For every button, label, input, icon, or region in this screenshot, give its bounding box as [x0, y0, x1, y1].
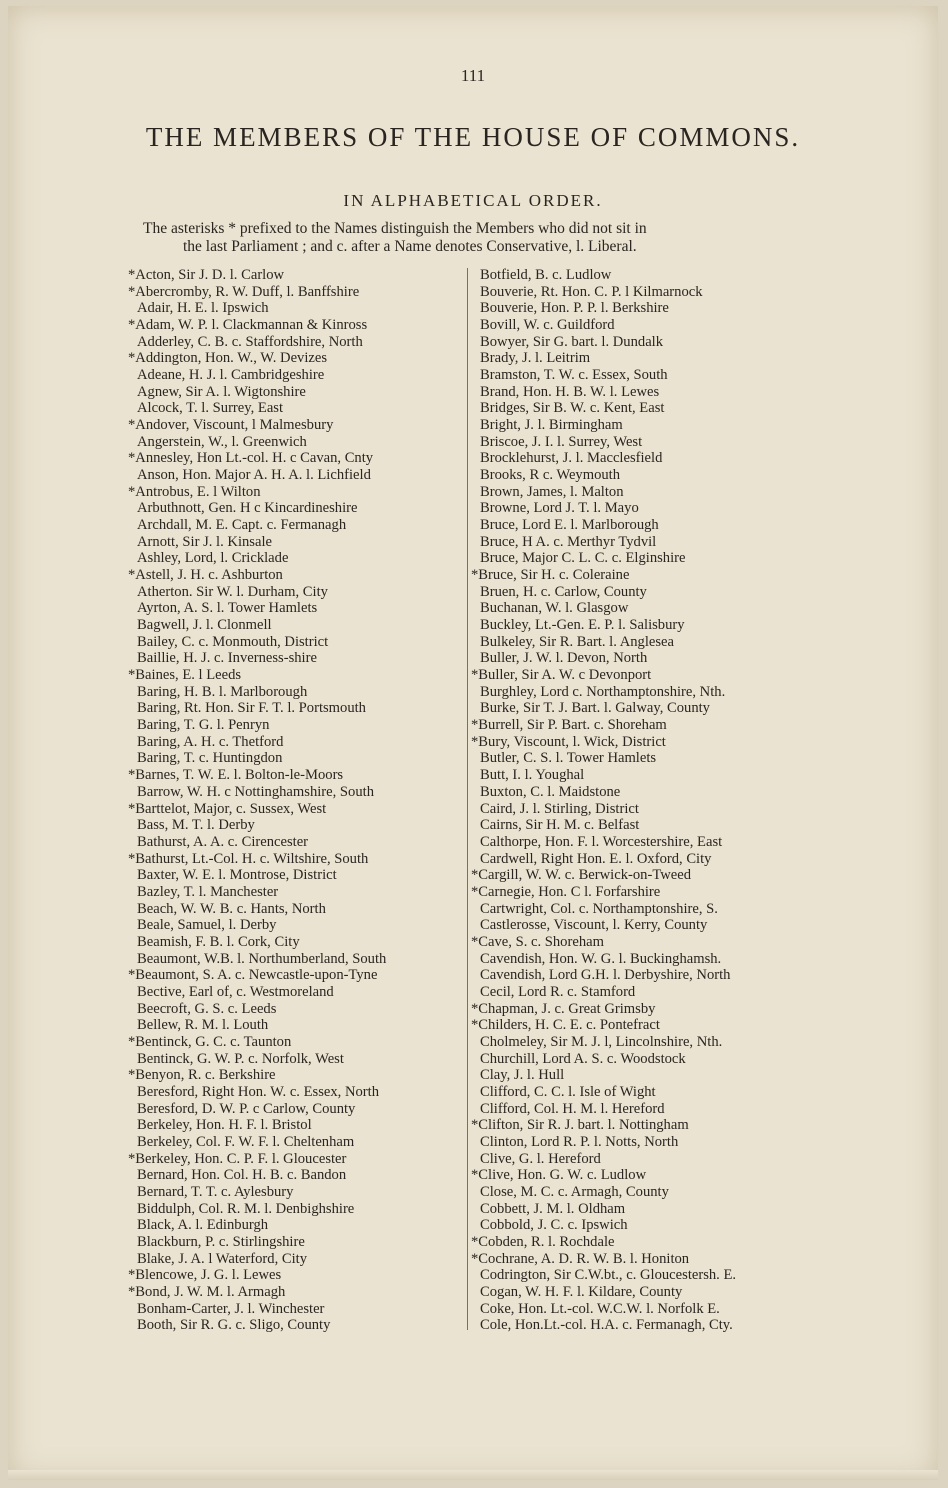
member-entry: Buxton, C. l. Maidstone	[480, 783, 621, 800]
member-entry: Cholmeley, Sir M. J. l, Lincolnshire, Nth.	[480, 1033, 723, 1050]
member-entry: *Berkeley, Hon. C. P. F. l. Gloucester	[128, 1150, 347, 1167]
member-entry: Booth, Sir R. G. c. Sligo, County	[137, 1317, 331, 1334]
member-entry: *Burrell, Sir P. Bart. c. Shoreham	[471, 717, 667, 734]
member-entry: Bellew, R. M. l. Louth	[137, 1017, 269, 1034]
member-entry: Butler, C. S. l. Tower Hamlets	[480, 750, 657, 767]
explanatory-note	[143, 220, 813, 256]
member-entry: Anson, Hon. Major A. H. A. l. Lichfield	[137, 467, 371, 484]
member-entry: Ayrton, A. S. l. Tower Hamlets	[137, 600, 318, 617]
member-entry: Baillie, H. J. c. Inverness-shire	[137, 650, 317, 667]
member-entry: Bernard, Hon. Col. H. B. c. Bandon	[137, 1167, 347, 1184]
member-entry: Bruce, Major C. L. C. c. Elginshire	[480, 550, 686, 567]
member-entry: *Baines, E. l Leeds	[128, 667, 242, 684]
member-entry: Barrow, W. H. c Nottinghamshire, South	[137, 783, 374, 800]
member-entry: Bentinck, G. W. P. c. Norfolk, West	[137, 1050, 344, 1067]
member-entry: Blackburn, P. c. Stirlingshire	[137, 1233, 305, 1250]
member-entry: Bowyer, Sir G. bart. l. Dundalk	[480, 333, 664, 350]
member-entry: Cobbold, J. C. c. Ipswich	[480, 1217, 628, 1234]
member-entry: Buckley, Lt.-Gen. E. P. l. Salisbury	[480, 617, 685, 634]
member-entry: *Carnegie, Hon. C l. Forfarshire	[471, 883, 661, 900]
member-entry: Baring, T. G. l. Penryn	[137, 717, 270, 734]
member-entry: Burke, Sir T. J. Bart. l. Galway, County	[480, 700, 710, 717]
member-entry: Bright, J. l. Birmingham	[480, 417, 623, 434]
member-entry: Buller, J. W. l. Devon, North	[480, 650, 648, 667]
member-entry: *Clifton, Sir R. J. bart. l. Nottingham	[471, 1117, 689, 1134]
member-entry: Bouverie, Hon. P. P. l. Berkshire	[480, 300, 669, 317]
member-entry: Botfield, B. c. Ludlow	[480, 267, 612, 283]
member-entry: *Andover, Viscount, l Malmesbury	[128, 417, 334, 434]
member-entry: Adeane, H. J. l. Cambridgeshire	[137, 367, 325, 384]
member-entry: Bridges, Sir B. W. c. Kent, East	[480, 400, 665, 417]
member-entry: Brooks, R c. Weymouth	[480, 467, 621, 484]
member-entry: *Cave, S. c. Shoreham	[471, 933, 604, 950]
member-entry: Berkeley, Col. F. W. F. l. Cheltenham	[137, 1133, 355, 1150]
page-title: THE MEMBERS OF THE HOUSE OF COMMONS.	[145, 122, 801, 152]
member-entry: Black, A. l. Edinburgh	[137, 1217, 269, 1234]
member-entry: Butt, I. l. Youghal	[480, 767, 585, 784]
member-entry: Archdall, M. E. Capt. c. Fermanagh	[137, 517, 347, 534]
member-entry: Adderley, C. B. c. Staffordshire, North	[137, 333, 363, 350]
member-entry: Cartwright, Col. c. Northamptonshire, S.	[480, 900, 718, 917]
member-entry: Bernard, T. T. c. Aylesbury	[137, 1183, 294, 1200]
member-entry: *Childers, H. C. E. c. Pontefract	[471, 1017, 660, 1034]
member-entry: Berkeley, Hon. H. F. l. Bristol	[137, 1117, 312, 1134]
member-entry: Bruce, H A. c. Merthyr Tydvil	[480, 533, 657, 550]
note-line: the last Parliament ; and c. after a Name denotes Conservative, l. Liberal.	[183, 238, 637, 255]
column-divider	[467, 268, 468, 1330]
member-entry: Clifford, C. C. l. Isle of Wight	[480, 1083, 656, 1100]
member-entry: Brand, Hon. H. B. W. l. Lewes	[480, 383, 660, 400]
member-entry: Browne, Lord J. T. l. Mayo	[480, 500, 639, 517]
member-entry: Briscoe, J. I. l. Surrey, West	[480, 433, 643, 450]
member-entry: Beaumont, W.B. l. Northumberland, South	[137, 950, 387, 967]
member-entry: Bonham-Carter, J. l. Winchester	[137, 1300, 325, 1317]
member-entry: Ashley, Lord, l. Cricklade	[137, 550, 289, 567]
member-entry: Clifford, Col. H. M. l. Hereford	[480, 1100, 665, 1117]
member-entry: *Cochrane, A. D. R. W. B. l. Honiton	[471, 1250, 690, 1267]
member-entry: *Astell, J. H. c. Ashburton	[128, 567, 283, 584]
member-entry: Baring, H. B. l. Marlborough	[137, 683, 308, 700]
note-line: The asterisks * prefixed to the Names distinguish the Members who did not sit in	[143, 220, 647, 237]
member-entry: Cecil, Lord R. c. Stamford	[480, 983, 636, 1000]
member-entry: Baring, Rt. Hon. Sir F. T. l. Portsmouth	[137, 700, 366, 717]
member-entry: *Bury, Viscount, l. Wick, District	[471, 733, 666, 750]
member-entry: Arbuthnott, Gen. H c Kincardineshire	[137, 500, 358, 517]
member-entry: Brady, J. l. Leitrim	[480, 350, 591, 367]
member-entry: Beach, W. W. B. c. Hants, North	[137, 900, 326, 917]
member-entry: Atherton. Sir W. l. Durham, City	[137, 583, 328, 600]
member-entry: *Clive, Hon. G. W. c. Ludlow	[471, 1167, 647, 1184]
member-entry: Cavendish, Hon. W. G. l. Buckinghamsh.	[480, 950, 722, 967]
member-entry: Biddulph, Col. R. M. l. Denbighshire	[137, 1200, 355, 1217]
member-entry: Brown, James, l. Malton	[480, 483, 624, 500]
member-entry: Bective, Earl of, c. Westmoreland	[137, 983, 334, 1000]
page-subtitle: IN ALPHABETICAL ORDER.	[343, 191, 603, 210]
member-entry: Codrington, Sir C.W.bt., c. Gloucestersh. E.	[480, 1267, 737, 1284]
member-entry: Bruce, Lord E. l. Marlborough	[480, 517, 659, 534]
member-entry: Beecroft, G. S. c. Leeds	[137, 1000, 277, 1017]
member-entry: *Bentinck, G. C. c. Taunton	[128, 1033, 292, 1050]
member-entry: Cobbett, J. M. l. Oldham	[480, 1200, 626, 1217]
member-entry: Bouverie, Rt. Hon. C. P. l Kilmarnock	[480, 283, 703, 300]
member-entry: Beresford, D. W. P. c Carlow, County	[137, 1100, 356, 1117]
member-entry: Calthorpe, Hon. F. l. Worcestershire, East	[480, 833, 723, 850]
member-entry: *Addington, Hon. W., W. Devizes	[128, 350, 328, 367]
member-entry: Brocklehurst, J. l. Macclesfield	[480, 450, 663, 467]
member-entry: Bathurst, A. A. c. Cirencester	[137, 833, 309, 850]
member-entry: *Cargill, W. W. c. Berwick-on-Tweed	[471, 867, 692, 884]
page-edge	[8, 1470, 938, 1480]
member-entry: Bruen, H. c. Carlow, County	[480, 583, 647, 600]
member-entry: Arnott, Sir J. l. Kinsale	[137, 533, 272, 550]
member-entry: *Bond, J. W. M. l. Armagh	[128, 1283, 286, 1300]
member-entry: Adair, H. E. l. Ipswich	[137, 300, 269, 317]
member-entry: *Benyon, R. c. Berkshire	[128, 1067, 276, 1084]
member-entry: Baxter, W. E. l. Montrose, District	[137, 867, 337, 884]
member-entry: Cavendish, Lord G.H. l. Derbyshire, North	[480, 967, 731, 984]
member-entry: Baring, A. H. c. Thetford	[137, 733, 284, 750]
member-entry: Agnew, Sir A. l. Wigtonshire	[137, 383, 306, 400]
member-entry: Cardwell, Right Hon. E. l. Oxford, City	[480, 850, 712, 867]
member-entry: Baring, T. c. Huntingdon	[137, 750, 283, 767]
member-entry: Bulkeley, Sir R. Bart. l. Anglesea	[480, 633, 675, 650]
member-entry: *Acton, Sir J. D. l. Carlow	[128, 267, 285, 283]
member-entry: Close, M. C. c. Armagh, County	[480, 1183, 669, 1200]
member-entry: Clay, J. l. Hull	[480, 1067, 565, 1084]
member-entry: Caird, J. l. Stirling, District	[480, 800, 639, 817]
member-entry: Churchill, Lord A. S. c. Woodstock	[480, 1050, 686, 1067]
member-entry: *Blencowe, J. G. l. Lewes	[128, 1267, 282, 1284]
member-entry: Beamish, F. B. l. Cork, City	[137, 933, 300, 950]
member-entry: *Buller, Sir A. W. c Devonport	[471, 667, 652, 684]
member-entry: Buchanan, W. l. Glasgow	[480, 600, 629, 617]
member-entry: Burghley, Lord c. Northamptonshire, Nth.	[480, 683, 726, 700]
member-entry: *Abercromby, R. W. Duff, l. Banffshire	[128, 283, 360, 300]
member-entry: Bazley, T. l. Manchester	[137, 883, 279, 900]
member-entry: Bass, M. T. l. Derby	[137, 817, 255, 834]
member-entry: Clinton, Lord R. P. l. Notts, North	[480, 1133, 679, 1150]
member-entry: *Annesley, Hon Lt.-col. H. c Cavan, Cnty	[128, 450, 374, 467]
member-entry: Angerstein, W., l. Greenwich	[137, 433, 307, 450]
member-entry: Bailey, C. c. Monmouth, District	[137, 633, 329, 650]
member-entry: *Antrobus, E. l Wilton	[128, 483, 261, 500]
member-entry: Beresford, Right Hon. W. c. Essex, North	[137, 1083, 379, 1100]
member-entry: Bovill, W. c. Guildford	[480, 317, 615, 334]
member-entry: *Cobden, R. l. Rochdale	[471, 1233, 615, 1250]
member-entry: Clive, G. l. Hereford	[480, 1150, 601, 1167]
member-entry: *Bruce, Sir H. c. Coleraine	[471, 567, 630, 584]
member-entry: Coke, Hon. Lt.-col. W.C.W. l. Norfolk E.	[480, 1300, 720, 1317]
member-entry: *Barttelot, Major, c. Sussex, West	[128, 800, 327, 817]
member-entry: Cole, Hon.Lt.-col. H.A. c. Fermanagh, Cty.	[480, 1317, 733, 1334]
member-entry: Alcock, T. l. Surrey, East	[137, 400, 284, 417]
member-entry: Beale, Samuel, l. Derby	[137, 917, 277, 934]
member-entry: Blake, J. A. l Waterford, City	[137, 1250, 308, 1267]
member-entry: *Chapman, J. c. Great Grimsby	[471, 1000, 656, 1017]
member-entry: Bagwell, J. l. Clonmell	[137, 617, 272, 634]
members-list-left-column	[128, 267, 468, 1334]
member-entry: *Bathurst, Lt.-Col. H. c. Wiltshire, South	[128, 850, 369, 867]
member-entry: *Barnes, T. W. E. l. Bolton-le-Moors	[128, 767, 344, 784]
member-entry: *Adam, W. P. l. Clackmannan & Kinross	[128, 317, 368, 334]
member-entry: Cairns, Sir H. M. c. Belfast	[480, 817, 640, 834]
member-entry: *Beaumont, S. A. c. Newcastle-upon-Tyne	[128, 967, 378, 984]
page	[8, 6, 938, 1480]
page-number: 111	[460, 66, 486, 85]
member-entry: Bramston, T. W. c. Essex, South	[480, 367, 668, 384]
members-list-right-column	[471, 267, 811, 1334]
member-entry: Cogan, W. H. F. l. Kildare, County	[480, 1283, 683, 1300]
member-entry: Castlerosse, Viscount, l. Kerry, County	[480, 917, 708, 934]
